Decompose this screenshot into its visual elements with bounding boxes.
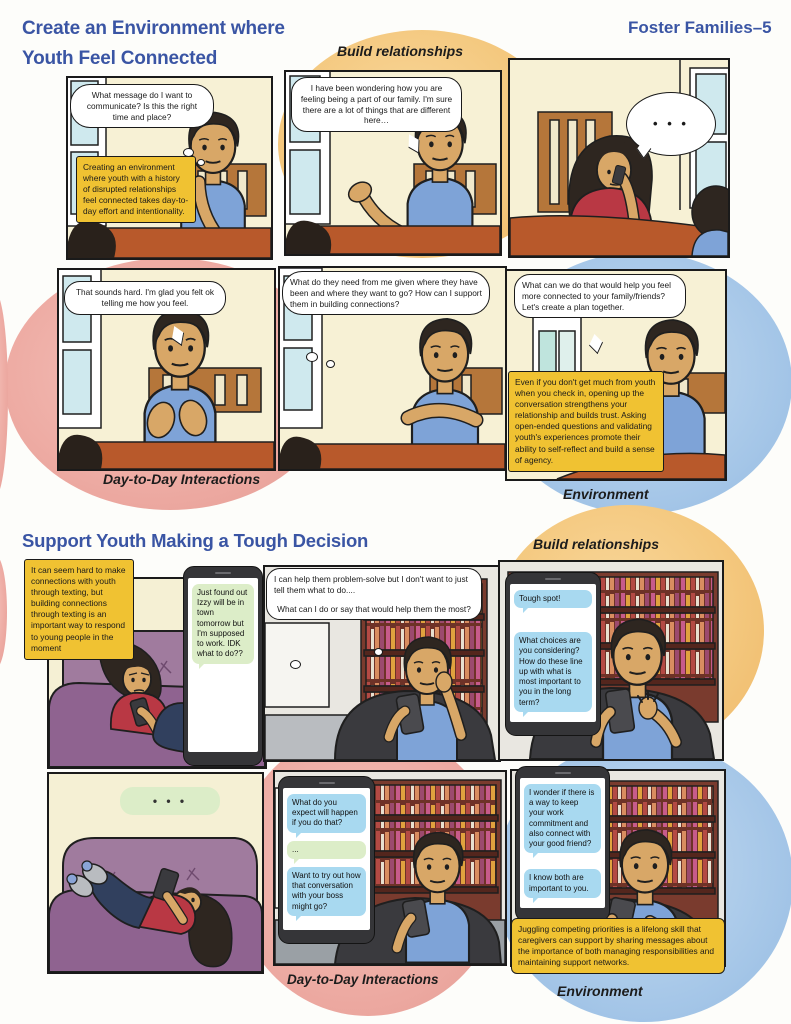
phone-screen	[510, 584, 596, 722]
watercolor-blob-pink-edge2	[0, 556, 7, 668]
section2-title: Support Youth Making a Tough Decision	[22, 530, 369, 551]
thought-trail-dot	[374, 648, 383, 656]
label-day-to-day-2: Day-to-Day Interactions	[287, 972, 439, 987]
speech-bubble-plan: What can we do that would help you feel more connected to your family/friends? Let's create a plan together.	[514, 274, 686, 318]
thought-trail-dot	[326, 360, 335, 368]
phone-caregiver-reply	[505, 572, 601, 736]
phone-screen	[283, 788, 370, 930]
caption-note-trust: Even if you don't get much from youth when you check in, opening up the conversation strengthens your relationship and builds trust. Asking open-ended questions and validating youth's experiences promote their ability to self-reflect and build a sense of agency.	[508, 371, 664, 472]
text-message: ...	[287, 841, 366, 859]
phone-screen	[520, 778, 605, 908]
panel-illustration	[510, 60, 728, 256]
thought-bubble-problem-solve	[266, 568, 482, 620]
speech-bubble-sounds-hard: That sounds hard. I'm glad you felt ok telling me how you feel.	[64, 281, 226, 315]
thought-bubble-message: What message do I want to communicate? Is this the right time and place?	[70, 84, 214, 128]
speech-bubble-silence: • • •	[626, 92, 716, 156]
thought-trail-dot	[290, 660, 301, 669]
thought-bubble-support: What do they need from me given where they have been and where they want to go? How can I support them in building connections?	[282, 271, 490, 315]
label-build-relationships-1: Build relationships	[337, 43, 464, 59]
text-message: Want to try out how that conversation with your boss might go?	[287, 867, 366, 916]
watercolor-blob-pink-edge1	[0, 292, 8, 497]
label-environment-2: Environment	[557, 983, 643, 999]
thought-text-b: What can I do or say that would help them the most?	[277, 603, 471, 614]
phone-expectation	[278, 776, 375, 944]
text-message: What choices are you considering? How do these line up with what is most important to you in the long term?	[514, 632, 592, 712]
typing-indicator-bubble: • • •	[120, 787, 220, 815]
label-environment-1: Environment	[563, 486, 649, 502]
caption-note-priorities: Juggling competing priorities is a lifelong skill that caregivers can support by sharing messages about the importance of both managing responsibilities and maintaining support networks.	[511, 918, 725, 974]
section1-title: Create an Environment where Youth Feel Connected	[22, 18, 285, 69]
thought-trail-dot	[306, 352, 318, 362]
label-build-relationships-2: Build relationships	[533, 536, 660, 552]
page-corner-label: Foster Families–5	[628, 18, 772, 37]
speech-bubble-wondering: I have been wondering how you are feeling being a part of our family. I'm sure there are a lot of things that are different here…	[291, 77, 462, 132]
panel-s1-silence	[508, 58, 730, 258]
text-message: I wonder if there is a way to keep your work commitment and also connect with your good friend?	[524, 784, 601, 853]
text-message: What do you expect will happen if you do that?	[287, 794, 366, 833]
thought-trail-dot	[197, 159, 205, 166]
phone-balance	[515, 766, 610, 922]
label-day-to-day-1: Day-to-Day Interactions	[103, 471, 261, 487]
phone-screen	[188, 578, 258, 752]
caption-note-intentionality: Creating an environment where youth with a history of disrupted relationships feel connected takes day-to-day effort and intentionality.	[76, 156, 196, 223]
phone-youth-message	[183, 566, 263, 766]
text-message: Just found out Izzy will be in town tomorrow but I'm supposed to work. IDK what to do??	[192, 584, 254, 664]
caption-note-texting: It can seem hard to make connections with youth through texting, but building connections through texting is an important way to respond to young people in the moment	[24, 559, 134, 660]
text-message: I know both are important to you.	[524, 869, 601, 897]
text-message: Tough spot!	[514, 590, 592, 608]
thought-trail-dot	[183, 148, 194, 157]
thought-text-a: I can help them problem-solve but I don't want to just tell them what to do....	[274, 574, 468, 595]
